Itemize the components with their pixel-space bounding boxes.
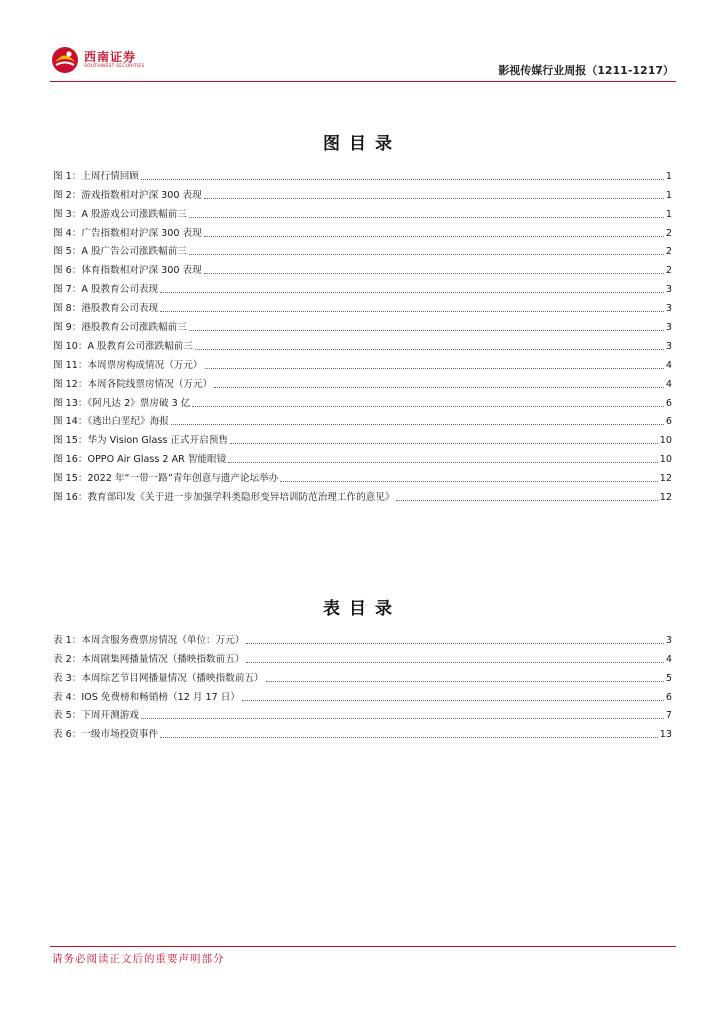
toc-entry-label[interactable]: 图 16：OPPO Air Glass 2 AR 智能眼镜 [53, 454, 227, 466]
toc-dot-leader [204, 273, 664, 274]
figures-toc-list [53, 164, 672, 504]
toc-entry-label[interactable]: 图 10：A 股教育公司涨跌幅前三 [53, 340, 193, 352]
disclaimer-note: 请务必阅读正文后的重要声明部分 [52, 953, 225, 965]
toc-entry-page[interactable]: 4 [665, 378, 672, 390]
toc-entry-label[interactable]: 表 6：一级市场投资事件 [53, 729, 159, 741]
toc-entry-page[interactable]: 10 [659, 454, 672, 466]
toc-entry-label[interactable]: 图 7：A 股教育公司表现 [53, 284, 159, 296]
toc-entry-page[interactable]: 7 [665, 710, 672, 722]
toc-entry-label[interactable]: 图 16：教育部印发《关于进一步加强学科类隐形变异培训防范治理工作的意见》 [53, 492, 395, 504]
toc-entry-page[interactable]: 6 [665, 416, 672, 428]
toc-entry[interactable] [53, 240, 672, 259]
toc-entry[interactable] [53, 704, 672, 723]
toc-entry-label[interactable]: 图 5：A 股广告公司涨跌幅前三 [53, 246, 187, 258]
logo-chinese-name: 西南证券 [84, 50, 137, 64]
toc-entry-label[interactable]: 图 6：体育指数相对沪深 300 表现 [53, 265, 202, 277]
toc-dot-leader [246, 643, 663, 644]
toc-entry-label[interactable]: 表 3：本周综艺节目网播量情况（播映指数前五） [53, 672, 264, 684]
toc-entry-label[interactable]: 图 15：2022 年“一带一路”青年创意与遗产论坛举办 [53, 473, 279, 485]
toc-entry[interactable] [53, 258, 672, 277]
toc-dot-leader [160, 737, 658, 738]
toc-entry[interactable] [53, 277, 672, 296]
toc-entry-page[interactable]: 1 [665, 208, 672, 220]
toc-entry-page[interactable]: 2 [665, 227, 672, 239]
toc-dot-leader [141, 179, 664, 180]
toc-dot-leader [266, 681, 664, 682]
toc-entry-page[interactable]: 12 [659, 492, 672, 504]
toc-entry-label[interactable]: 图 1：上周行情回顾 [53, 170, 139, 182]
toc-dot-leader [280, 481, 657, 482]
toc-entry[interactable] [53, 334, 672, 353]
toc-entry[interactable] [53, 485, 672, 504]
toc-entry[interactable] [53, 447, 672, 466]
toc-entry-page[interactable]: 1 [665, 189, 672, 201]
company-logo [50, 40, 145, 80]
toc-entry-label[interactable]: 表 5：下周开测游戏 [53, 710, 139, 722]
toc-entry-label[interactable]: 表 2：本周剧集网播量情况（播映指数前五） [53, 653, 245, 665]
toc-entry-page[interactable]: 12 [659, 473, 672, 485]
toc-entry-page[interactable]: 3 [665, 340, 672, 352]
toc-entry-page[interactable]: 3 [665, 322, 672, 334]
toc-entry-page[interactable]: 13 [659, 729, 672, 741]
toc-entry[interactable] [53, 628, 672, 647]
toc-dot-leader [189, 217, 664, 218]
toc-entry[interactable] [53, 372, 672, 391]
toc-dot-leader [192, 406, 664, 407]
toc-dot-leader [189, 254, 664, 255]
toc-entry-page[interactable]: 4 [665, 359, 672, 371]
header-divider [50, 81, 676, 82]
toc-entry[interactable] [53, 666, 672, 685]
page-header [50, 38, 676, 82]
toc-entry-label[interactable]: 图 12：本周各院线票房情况（万元） [53, 378, 213, 390]
toc-entry-label[interactable]: 图 3：A 股游戏公司涨跌幅前三 [53, 208, 187, 220]
toc-entry-label[interactable]: 表 1：本周含服务费票房情况（单位：万元） [53, 634, 245, 646]
toc-entry-page[interactable]: 1 [665, 170, 672, 182]
toc-entry[interactable] [53, 315, 672, 334]
toc-entry[interactable] [53, 647, 672, 666]
toc-entry-page[interactable]: 3 [665, 634, 672, 646]
toc-entry-label[interactable]: 图 14：《逃出白垩纪》海报 [53, 416, 169, 428]
toc-entry[interactable] [53, 183, 672, 202]
toc-entry-label[interactable]: 图 4：广告指数相对沪深 300 表现 [53, 227, 202, 239]
footer-divider [50, 946, 676, 947]
toc-dot-leader [204, 236, 664, 237]
toc-entry-label[interactable]: 图 11：本周票房构成情况（万元） [53, 359, 203, 371]
toc-entry[interactable] [53, 685, 672, 704]
toc-entry-page[interactable]: 2 [665, 246, 672, 258]
figures-toc-title: 图目录 [323, 134, 401, 154]
toc-dot-leader [160, 311, 664, 312]
toc-entry[interactable] [53, 466, 672, 485]
toc-entry-page[interactable]: 4 [665, 653, 672, 665]
toc-entry-page[interactable]: 2 [665, 265, 672, 277]
toc-entry-page[interactable]: 3 [665, 284, 672, 296]
toc-dot-leader [160, 292, 664, 293]
toc-entry[interactable] [53, 353, 672, 372]
toc-dot-leader [205, 368, 664, 369]
toc-entry-label[interactable]: 表 4：IOS 免费榜和畅销榜（12 月 17 日） [53, 691, 240, 703]
toc-dot-leader [171, 424, 664, 425]
toc-entry-page[interactable]: 5 [665, 672, 672, 684]
tables-toc-list [53, 628, 672, 741]
toc-dot-leader [230, 443, 658, 444]
toc-entry-label[interactable]: 图 2：游戏指数相对沪深 300 表现 [53, 189, 202, 201]
toc-dot-leader [141, 718, 664, 719]
toc-entry[interactable] [53, 202, 672, 221]
toc-entry[interactable] [53, 722, 672, 741]
toc-dot-leader [246, 662, 663, 663]
toc-dot-leader [228, 462, 658, 463]
toc-entry-label[interactable]: 图 8：港股教育公司表现 [53, 303, 159, 315]
toc-entry[interactable] [53, 221, 672, 240]
toc-entry[interactable] [53, 296, 672, 315]
toc-entry[interactable] [53, 391, 672, 410]
toc-entry-label[interactable]: 图 15：华为 Vision Glass 正式开启预售 [53, 435, 228, 447]
toc-entry-page[interactable]: 6 [665, 397, 672, 409]
logo-sun-icon [50, 45, 80, 75]
toc-entry-label[interactable]: 图 13：《阿凡达 2》票房破 3 亿 [53, 397, 191, 409]
toc-dot-leader [214, 387, 664, 388]
toc-dot-leader [396, 500, 657, 501]
tables-toc-title: 表目录 [323, 599, 401, 619]
toc-entry[interactable] [53, 164, 672, 183]
toc-dot-leader [204, 198, 664, 199]
toc-entry-page[interactable]: 6 [665, 691, 672, 703]
toc-entry-label[interactable]: 图 9：港股教育公司涨跌幅前三 [53, 322, 187, 334]
toc-entry-page[interactable]: 3 [665, 303, 672, 315]
toc-entry-page[interactable]: 10 [659, 435, 672, 447]
toc-dot-leader [195, 349, 664, 350]
toc-dot-leader [189, 330, 664, 331]
toc-dot-leader [242, 700, 664, 701]
logo-english-name: SOUTHWEST SECURITIES [84, 64, 145, 69]
toc-entry[interactable] [53, 428, 672, 447]
toc-entry[interactable] [53, 410, 672, 429]
report-title: 影视传媒行业周报（1211-1217） [498, 64, 674, 77]
